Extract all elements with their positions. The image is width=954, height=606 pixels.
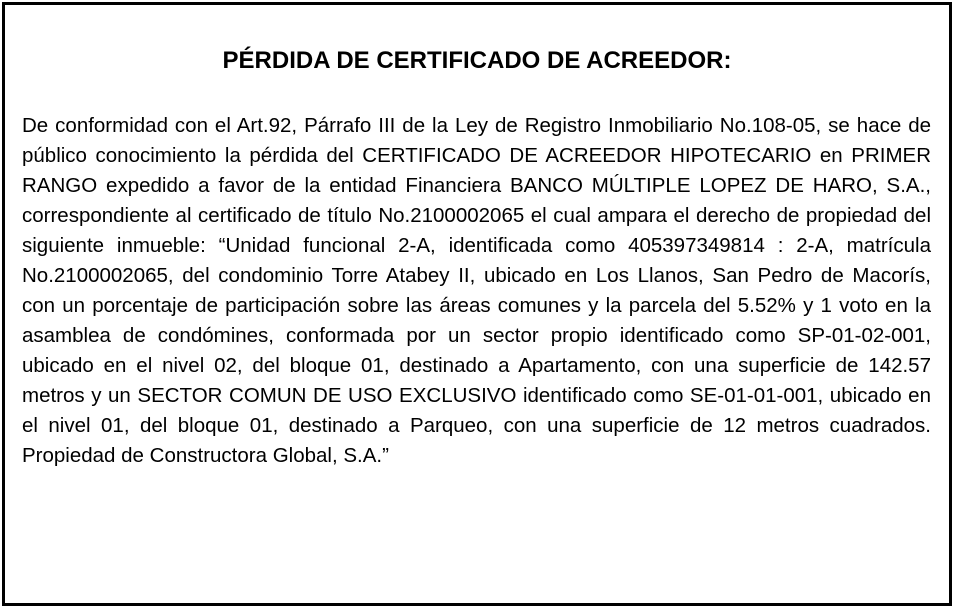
notice-body-text: De conformidad con el Art.92, Párrafo III de la Ley de Registro Inmobiliario No.108-05, se hace de público conocimiento la pérdida del CERTIFICADO DE ACREEDOR HIPOTECARIO en PRIMER RANGO expedido a favor de la entidad Financiera BANCO MÚLTIPLE LOPEZ DE HARO, S.A., correspondiente al certificado de título No.2100002065 el cual ampara el derecho de propiedad del siguiente inmueble: “Unidad funcional 2-A, identificada como 405397349814 : 2-A, matrícula No.2100002065, del condominio Torre Atabey II, ubicado en Los Llanos, San Pedro de Macorís, con un porcentaje de participación sobre las áreas comunes y la parcela del 5.52% y 1 voto en la asamblea de condómines, conformada por un sector propio identificado como SP-01-02-001, ubicado en el nivel 02, del bloque 01, destinado a Apartamento, con una superficie de 142.57 metros y un SECTOR COMUN DE USO EXCLUSIVO identificado como SE-01-01-001, ubicado en el nivel 01, del bloque 01, destinado a Parqueo, con una superficie de 12 metros cuadrados. Propiedad de Constructora Global, S.A.”	[22, 114, 931, 467]
notice-title: PÉRDIDA DE CERTIFICADO DE ACREEDOR:	[222, 47, 732, 74]
legal-notice-box	[2, 2, 952, 606]
